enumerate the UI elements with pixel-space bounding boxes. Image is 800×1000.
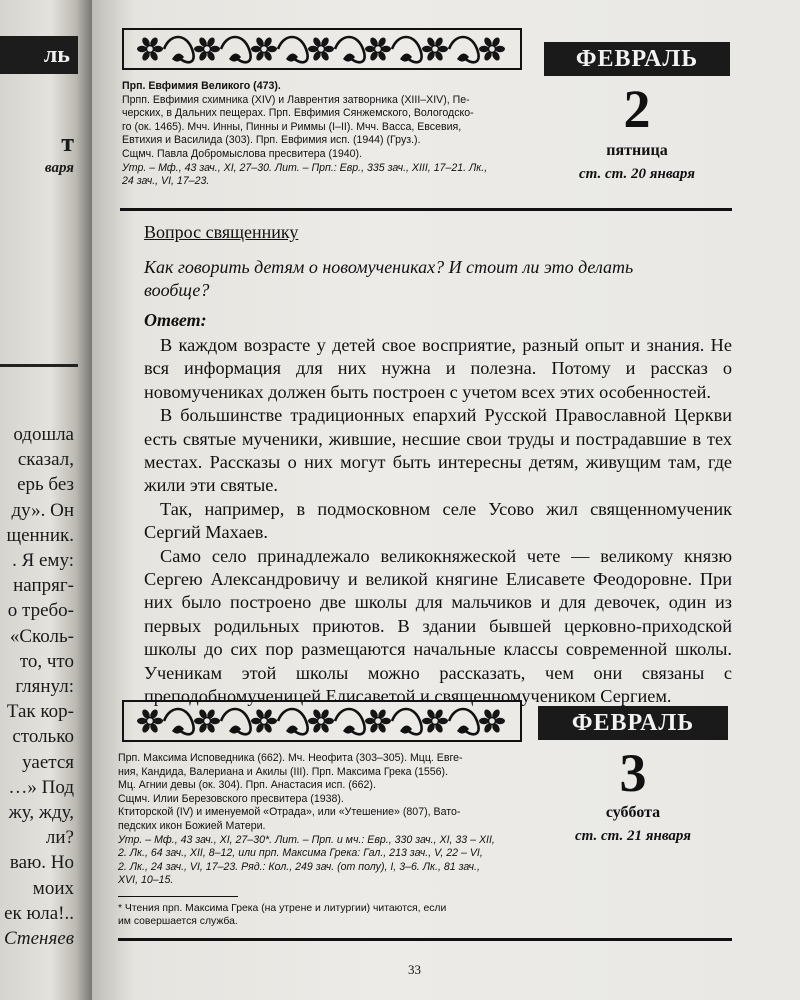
- ornament-flower: [137, 36, 163, 62]
- answer-paragraph: Так, например, в подмосковном селе Усово жил священномученик Сергий Махаев.: [144, 498, 732, 543]
- month-band-feb-3: ФЕВРАЛЬ: [538, 706, 728, 740]
- ornament-flower: [308, 708, 334, 734]
- footnote-line: им совершается служба.: [118, 916, 238, 927]
- ornament-flower: [308, 36, 334, 62]
- readings-line: XVI, 10–15.: [118, 874, 174, 887]
- day-number-2: 2: [623, 79, 651, 139]
- ornament-flower: [479, 36, 505, 62]
- saint-line: Прп. Евфимия Великого (473).: [122, 80, 281, 92]
- ornament-flower: [137, 708, 163, 734]
- saint-line: ния, Кандида, Валериана и Акилы (III). Прп. Максима Грека (1556).: [118, 765, 449, 778]
- left-text-line: Стеняев: [3, 928, 74, 949]
- readings-line: 24 зач., VI, 17–23.: [122, 175, 210, 188]
- left-text-line: сказал,: [17, 449, 74, 471]
- left-text-line: столько: [12, 726, 74, 748]
- readings-line: 2. Лк., 64 зач., XII, 8–12, или прп. Максима Грека: Гал., 213 зач., V, 22 – VI,: [118, 847, 483, 860]
- left-text-line: Так кор-: [6, 701, 74, 723]
- left-text-line: …» Под: [8, 776, 74, 798]
- readings-line: Утр. – Мф., 43 зач., XI, 27–30*. Лит. – Прп. и мч.: Евр., 330 зач., XI, 33 – XII,: [118, 833, 495, 846]
- left-date-fragment: варя: [44, 160, 74, 176]
- left-text-line: щенник.: [6, 524, 74, 546]
- saint-line: Прпп. Евфимия схимника (XIV) и Лаврентия затворника (XIII–XIV), Пе-: [122, 93, 470, 106]
- left-text-line: о требо-: [7, 600, 74, 622]
- section-rule-1: [120, 208, 732, 211]
- weekday-friday: пятница: [606, 142, 668, 159]
- footnote: [118, 902, 548, 928]
- ornament-band-top: [122, 26, 522, 72]
- left-text-line: ерь без: [17, 474, 74, 496]
- ornament-flower: [422, 36, 448, 62]
- old-style-date-1: ст. ст. 20 января: [579, 166, 695, 182]
- left-text-line: напряг-: [13, 575, 74, 597]
- old-style-date-2: ст. ст. 21 января: [575, 828, 691, 844]
- weekday-saturday: суббота: [605, 804, 661, 821]
- ornament-flower: [194, 36, 220, 62]
- answer-paragraph: Само село принадлежало великокняжеской чете — великому князю Сергею Александровичу и великой княгине Елисавете Феодоровне. При них было построено две школы для мальчиков и для девочек, один из первых родильных приютов. В здании бывшей церковно-приходской школы до сих пор размещаются начальные классы современной школы. Ученикам этой школы можно рассказать, чем они связаны с преподобномученицей Елисаветой и священномучеником Сергием.: [144, 545, 732, 707]
- left-month-band: ль: [0, 36, 78, 74]
- ornament-flower: [251, 708, 277, 734]
- question-text: [144, 256, 734, 302]
- saint-line: Мц. Агнии девы (ок. 304). Прп. Анастасия исп. (662).: [118, 779, 376, 792]
- footnote-rule: [118, 896, 238, 897]
- left-text-line: ек юла!..: [4, 902, 74, 924]
- question-line: Как говорить детям о новомучениках? И стоит ли это делать: [144, 257, 634, 277]
- left-text-line: уается: [22, 751, 74, 773]
- readings-line: Утр. – Мф., 43 зач., XI, 27–30. Лит. – Прп.: Евр., 335 зач., XIII, 17–21. Лк.,: [122, 161, 488, 174]
- left-text-line: ду». Он: [11, 499, 74, 521]
- ornament-flower: [365, 36, 391, 62]
- ornament-flower: [422, 708, 448, 734]
- saint-line: Сщмч. Илии Березовского пресвитера (1938).: [118, 792, 344, 805]
- saints-list-day-3: [118, 752, 542, 888]
- day-number-3: 3: [619, 743, 647, 803]
- answer-label: Ответ:: [144, 310, 207, 330]
- left-text-line: глянул:: [15, 676, 74, 697]
- left-day-fragment: т: [61, 128, 74, 157]
- left-text-line: ваю. Но: [9, 852, 74, 874]
- left-text-line: «Сколь-: [9, 625, 74, 647]
- answer-body: [144, 334, 732, 709]
- saints-list-day-2: [122, 80, 542, 189]
- left-text-line: одошла: [13, 424, 74, 445]
- ornament-flower: [194, 708, 220, 734]
- right-page: [92, 0, 800, 1000]
- section-rule-2: [118, 938, 732, 941]
- page-number: 33: [408, 962, 421, 977]
- question-line: вообще?: [144, 280, 210, 300]
- ornament-flower: [251, 36, 277, 62]
- ornament-band-bottom: [122, 698, 522, 744]
- readings-line: 2. Лк., 24 зач., VI, 17–23. Ряд.: Кол., 249 зач. (от полу), I, 3–6. Лк., 81 зач.,: [118, 860, 480, 873]
- month-band-feb-2: ФЕВРАЛЬ: [544, 42, 730, 76]
- left-text-line: ли?: [45, 827, 74, 849]
- ornament-flower: [479, 708, 505, 734]
- saint-line: педских икон Божией Матери.: [118, 819, 266, 832]
- left-text-line: . Я ему:: [12, 550, 74, 571]
- article-title: Вопрос священнику: [144, 222, 299, 242]
- saint-line: Ктиторской (IV) и именуемой «Отрада», или «Утешение» (807), Вато-: [118, 806, 461, 819]
- left-page-fragment: [0, 0, 92, 1000]
- saint-line: Прп. Максима Исповедника (662). Мч. Неофита (303–305). Мцц. Евге-: [118, 752, 463, 764]
- saint-line: Евтихия и Василида (303). Прп. Евфимия исп. (1944) (Груз.).: [122, 134, 421, 147]
- answer-paragraph: В каждом возрасте у детей свое восприятие, разный опыт и знания. Не вся информация для них нужна и полезна. Потому и рассказ о новомучениках должен быть построен с учетом всех этих особенностей.: [144, 335, 732, 402]
- left-text-line: моих: [32, 877, 74, 899]
- left-text-line: жу, жду,: [8, 802, 74, 823]
- ornament-flower: [365, 708, 391, 734]
- left-text-line: то, что: [19, 650, 74, 672]
- saint-line: Сщмч. Павла Добромыслова пресвитера (1940).: [122, 147, 363, 160]
- answer-paragraph: В большинстве традиционных епархий Русской Православной Церкви есть святые мученики, жившие, несшие свои труды и пострадавшие в тех местах. Рассказы о них могут быть интересны детям, живущим там, где жили эти святые.: [144, 405, 732, 496]
- footnote-line: * Чтения прп. Максима Грека (на утрене и литургии) читаются, если: [118, 903, 447, 914]
- saint-line: го (ок. 1465). Мчч. Инны, Пинны и Риммы (I–II). Мчч. Васса, Евсевия,: [122, 120, 462, 133]
- saint-line: черских, в Дальних пещерах. Прп. Евфимия Сянжемского, Вологодско-: [122, 107, 474, 120]
- left-rule: [0, 364, 78, 367]
